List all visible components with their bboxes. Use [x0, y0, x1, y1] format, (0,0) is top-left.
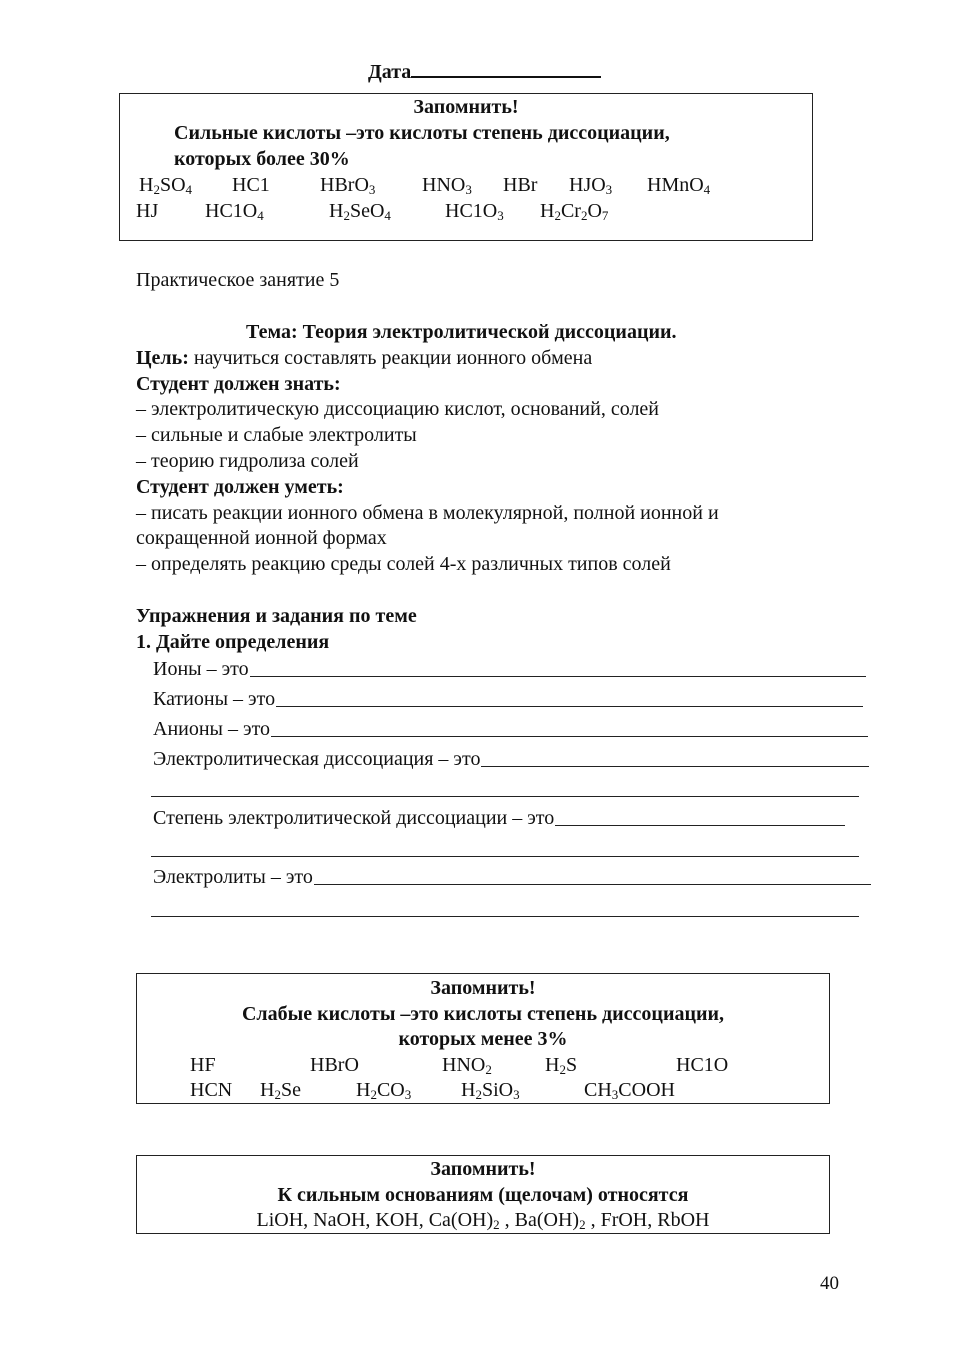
formula-text: H [461, 1079, 476, 1101]
know-item: – теорию гидролиза солей [136, 450, 359, 472]
formula-text: Se [280, 1079, 301, 1101]
can-item: – писать реакции ионного обмена в молекулярной, полной ионной и [136, 502, 719, 524]
goal-line [136, 347, 592, 370]
formula-text: HBrO [320, 174, 369, 196]
chemical-formula [676, 1054, 728, 1077]
formula-text: HBr [503, 174, 538, 196]
know-item: – электролитическую диссоциацию кислот, оснований, солей [136, 398, 659, 420]
box-definition-line2: которых менее 3% [398, 1028, 568, 1050]
chemical-formula [329, 200, 391, 223]
chemical-formula [320, 174, 375, 197]
formula-text: HBrO [310, 1054, 359, 1076]
can-item: – определять реакцию среды солей 4-х различных типов солей [136, 553, 671, 575]
bases-list [137, 1209, 829, 1232]
date-blank[interactable] [411, 60, 601, 78]
formula-text: SO [159, 174, 186, 196]
formula-subscript: 3 [605, 182, 613, 197]
formula-subscript: 3 [368, 182, 376, 197]
definition-label: Катионы – это [153, 688, 276, 710]
formula-text: HJ [136, 200, 159, 222]
formula-text: H [260, 1079, 275, 1101]
box-title: Запомнить! [413, 96, 519, 118]
formula-subscript: 2 [485, 1062, 492, 1077]
formula-subscript: 2 [370, 1087, 377, 1102]
formula-text: HNO [442, 1054, 486, 1076]
formula-text: S [565, 1054, 578, 1076]
formula-text: SiO [481, 1079, 514, 1101]
box-title: Запомнить! [430, 977, 536, 999]
formula-subscript: 3 [497, 208, 504, 223]
formula-text: HCN [190, 1079, 233, 1101]
goal-text: научиться составлять реакции ионного обмена [188, 347, 593, 369]
definition-ions [153, 655, 866, 681]
formula-text: SeO [349, 200, 385, 222]
topic-heading: Тема: Теория электролитической диссоциации. [246, 321, 677, 343]
chemical-formula [190, 1054, 216, 1077]
definition-electrolytes [153, 863, 871, 889]
chemical-formula [136, 200, 158, 223]
chemical-formula [422, 174, 472, 197]
chemical-formula [584, 1079, 675, 1102]
formula-text: H [545, 1054, 560, 1076]
formula-text: H [356, 1079, 371, 1101]
chemical-formula [205, 200, 264, 223]
formula-subscript: 3 [513, 1087, 520, 1102]
formula-text: H [540, 200, 555, 222]
formula-subscript: 2 [274, 1087, 281, 1102]
box-definition-line2: которых более 30% [174, 148, 350, 170]
box-definition-line1: Сильные кислоты –это кислоты степень диссоциации, [174, 122, 670, 144]
formula-subscript: 3 [611, 1087, 619, 1102]
definition-dissociation-degree [153, 804, 845, 830]
formula-text: O [587, 200, 602, 222]
formula-subscript: 3 [404, 1087, 412, 1102]
chemical-formula [260, 1079, 301, 1102]
chemical-formula [356, 1079, 411, 1102]
definition-label: Электролиты – это [153, 866, 313, 888]
chemical-formula [503, 174, 537, 197]
chemical-formula [190, 1079, 232, 1102]
answer-continuation-line[interactable] [151, 856, 859, 857]
formula-text: HF [190, 1054, 216, 1076]
formula-text: HMnO [647, 174, 704, 196]
formula-subscript: 4 [257, 208, 264, 223]
answer-blank[interactable] [276, 706, 863, 707]
know-heading: Студент должен знать: [136, 373, 341, 395]
chemical-formula [310, 1054, 359, 1077]
formula-subscript: 4 [384, 208, 391, 223]
formula-subscript: 3 [465, 182, 472, 197]
formula-subscript: 2 [559, 1062, 566, 1077]
box-definition: К сильным основаниям (щелочам) относятся [277, 1184, 689, 1206]
formula-text: CO [376, 1079, 405, 1101]
definition-label: Степень электролитической диссоциации – это [153, 807, 555, 829]
formula-text: CH [584, 1079, 612, 1101]
page-number: 40 [820, 1273, 839, 1294]
formula-subscript: 2 [580, 208, 588, 223]
answer-blank[interactable] [250, 676, 866, 677]
answer-continuation-line[interactable] [151, 916, 859, 917]
formula-text: , FrOH, RbOH [585, 1209, 710, 1231]
answer-continuation-line[interactable] [151, 796, 859, 797]
formula-subscript: 4 [185, 182, 193, 197]
formula-text: HC1O [676, 1054, 729, 1076]
definition-label: Анионы – это [153, 718, 271, 740]
remember-box-weak-acids [136, 973, 830, 1104]
remember-box-strong-bases [136, 1155, 830, 1234]
formula-subscript: 2 [493, 1217, 500, 1232]
formula-subscript: 2 [554, 208, 561, 223]
formula-subscript: 2 [153, 182, 160, 197]
formula-text: HC1O [445, 200, 498, 222]
formula-text: HC1 [232, 174, 270, 196]
chemical-formula [545, 1054, 577, 1077]
formula-text: COOH [618, 1079, 675, 1101]
chemical-formula [442, 1054, 492, 1077]
chemical-formula [540, 200, 608, 223]
formula-text: LiOH, NaOH, KOH, Ca(OH) [256, 1209, 494, 1231]
definition-electrolytic-dissociation [153, 745, 869, 771]
answer-blank[interactable] [555, 825, 845, 826]
formula-text: HC1O [205, 200, 258, 222]
formula-text: H [139, 174, 154, 196]
exercises-heading: Упражнения и задания по теме [136, 605, 417, 627]
task1-heading: 1. Дайте определения [136, 631, 330, 653]
chemical-formula [461, 1079, 520, 1102]
can-heading: Студент должен уметь: [136, 476, 344, 498]
definition-label: Электролитическая диссоциация – это [153, 748, 481, 770]
practice-title: Практическое занятие 5 [136, 269, 340, 291]
chemical-formula [445, 200, 504, 223]
goal-label: Цель: [136, 347, 189, 369]
chemical-formula [569, 174, 612, 197]
chemical-formula [139, 174, 192, 197]
definition-anions [153, 715, 868, 741]
formula-subscript: 2 [343, 208, 350, 223]
formula-subscript: 7 [601, 208, 609, 223]
definition-label: Ионы – это [153, 658, 249, 680]
date-label: Дата [368, 61, 412, 83]
formula-text: H [329, 200, 344, 222]
answer-blank[interactable] [271, 736, 868, 737]
formula-subscript: 2 [579, 1217, 586, 1232]
box-title: Запомнить! [430, 1158, 536, 1180]
date-field [368, 60, 601, 84]
know-item: – сильные и слабые электролиты [136, 424, 417, 446]
formula-subscript: 4 [703, 182, 711, 197]
remember-box-strong-acids [119, 93, 813, 241]
chemical-formula [647, 174, 710, 197]
formula-text: , Ba(OH) [499, 1209, 580, 1231]
formula-text: HNO [422, 174, 466, 196]
answer-blank[interactable] [481, 766, 869, 767]
formula-text: Cr [560, 200, 581, 222]
definition-cations [153, 685, 863, 711]
can-item: сокращенной ионной формах [136, 527, 387, 549]
chemical-formula [232, 174, 270, 197]
answer-blank[interactable] [314, 884, 871, 885]
formula-text: HJO [569, 174, 606, 196]
formula-subscript: 2 [475, 1087, 482, 1102]
box-definition-line1: Слабые кислоты –это кислоты степень диссоциации, [241, 1003, 725, 1025]
